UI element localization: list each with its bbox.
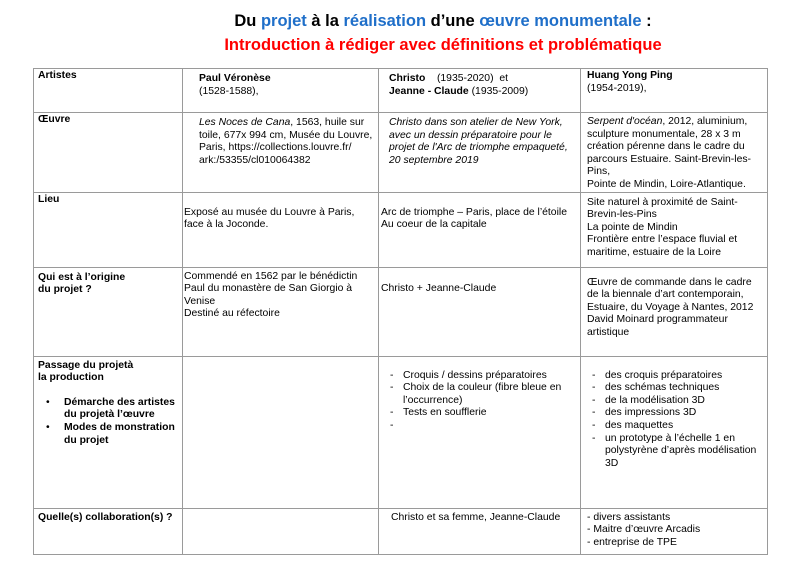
row-label-oeuvre [34,113,183,193]
oeuvre-cell-huang [581,113,768,193]
artwork-title: Les Noces de Cana [199,117,291,128]
list-item: - Croquis / dessins préparatoires [403,370,576,383]
artist-cell-christo [379,69,581,113]
table-row-artistes [34,69,768,113]
list-item: - de la modélisation 3D [605,395,763,408]
text-line: David Moinard programmateur artistique [587,314,728,338]
list-item: - des schémas techniques [605,382,763,395]
origine-cell-huang [581,267,768,356]
conjunction: et [499,73,509,84]
artwork-title: Serpent d'océan [587,116,663,127]
text-line: Arc de triomphe – Paris, place de l’étoile [381,206,567,218]
list-item [403,420,576,433]
text-line: - Maitre d’œuvre Arcadis [587,524,701,536]
row-label-origine [34,267,183,356]
bullet-item: • Démarche des artistes du projetà l’œuvre [64,397,178,422]
document-title-line1 [0,12,800,31]
text-line: Frontière entre l’espace fluvial et maritime, estuaire de la Loire [587,234,738,258]
row-label-artistes [34,69,183,113]
row-label-passage [34,356,183,508]
artist-name: Huang Yong Ping [587,70,673,81]
passage-cell-huang [581,356,768,508]
row-label-text: Quelle(s) collaboration(s) ? [38,511,173,523]
table-row-lieu [34,192,768,267]
artist-name: Jeanne - Claude [389,85,469,97]
title-segment: d’une [426,12,480,30]
oeuvre-cell-veronese [183,113,379,193]
row-label-text: Artistes [38,70,77,81]
row-label-text: Qui est à l’origine [38,271,126,283]
text-line: Destiné au réfectoire [184,308,280,320]
row-label-text: du projet ? [38,284,92,296]
passage-cell-veronese [183,356,379,508]
comparison-table [33,68,768,555]
list-item: - des impressions 3D [605,407,763,420]
text-line: Commendé en 1562 par le bénédictin Paul du monastère de San Giorgio à Venise [184,270,358,307]
table-row-collaboration [34,508,768,554]
artwork-details: , 1563, huile sur toile, 677x 994 cm, Musée du Louvre, Paris, https://collections.louvre.fr/ ark:/53355/cl010064382 [199,117,373,166]
artist-name: Christo [389,73,426,84]
passage-cell-christo [379,356,581,508]
list-item: - des maquettes [605,420,763,433]
text-line: Site naturel à proximité de Saint-Brevin-les-Pins [587,196,738,221]
table-row-passage [34,356,768,508]
table-row-origine [34,267,768,356]
lieu-cell-huang [581,192,768,267]
collaboration-cell-huang [581,508,768,554]
table-row-oeuvre [34,113,768,193]
text-line: La pointe de Mindin [587,221,678,233]
title-segment: à la [306,12,344,30]
list-item: - des croquis préparatoires [605,370,763,383]
title-keyword-oeuvre: œuvre monumentale [479,12,642,30]
oeuvre-cell-christo: Christo dans son atelier de New York, avec un dessin préparatoire pour le projet de l'Arc de triomphe empaqueté, 20 septembre 2019 [379,113,581,193]
origine-cell-christo: Christo + Jeanne-Claude [379,267,581,356]
artist-name: Paul Véronèse [199,73,271,84]
artwork-location: Pointe de Mindin, Loire-Atlantique. [587,178,746,190]
row-label-text: Œuvre [38,114,71,125]
artist-dates: (1935-2009) [471,85,529,97]
text-line: - entreprise de TPE [587,536,677,548]
list-item: - Tests en soufflerie [403,407,576,420]
title-segment: : [641,12,652,30]
text-line: Au coeur de la capitale [381,219,487,231]
row-label-text: la production [38,372,104,384]
list-item: - Choix de la couleur (fibre bleue en l’occurrence) [403,382,576,407]
title-keyword-projet: projet [260,12,307,30]
row-label-text: Lieu [38,193,60,205]
title-segment: Du [234,12,261,30]
row-label-collaboration [34,508,183,554]
bullet-item: • Modes de monstration du projet [64,422,178,447]
row-label-lieu [34,192,183,267]
artwork-details: , 2012, aluminium, sculpture monumentale, 28 x 3 m création pérenne dans le cadre du parcours Estuaire. Saint-Brevin-les-Pins, [587,116,752,178]
document-subtitle: Introduction à rédiger avec définitions et problématique [224,36,662,54]
artist-dates: (1528-1588), [199,85,259,97]
artist-cell-huang [581,69,768,113]
collaboration-cell-veronese [183,508,379,554]
dash-list [585,370,763,471]
artist-dates: (1935-2020) [436,73,494,84]
row-label-text: Passage du projetà [38,359,134,371]
lieu-cell-veronese: Exposé au musée du Louvre à Paris, face à la Joconde. [183,192,379,267]
artist-dates: (1954-2019), [587,82,647,94]
lieu-cell-christo [379,192,581,267]
passage-bullets [38,397,178,447]
origine-cell-veronese [183,267,379,356]
list-item: - un prototype à l’échelle 1 en polystyrène d’après modélisation 3D [605,433,763,471]
dash-list [383,370,576,433]
artist-cell-veronese [183,69,379,113]
collaboration-cell-christo: Christo et sa femme, Jeanne-Claude [379,508,581,554]
text-line: - divers assistants [587,511,671,523]
text-line: Œuvre de commande dans le cadre de la biennale d’art contemporain, Estuaire, du Voyage à Nantes, 2012 [587,276,754,313]
title-keyword-realisation: réalisation [343,12,427,30]
